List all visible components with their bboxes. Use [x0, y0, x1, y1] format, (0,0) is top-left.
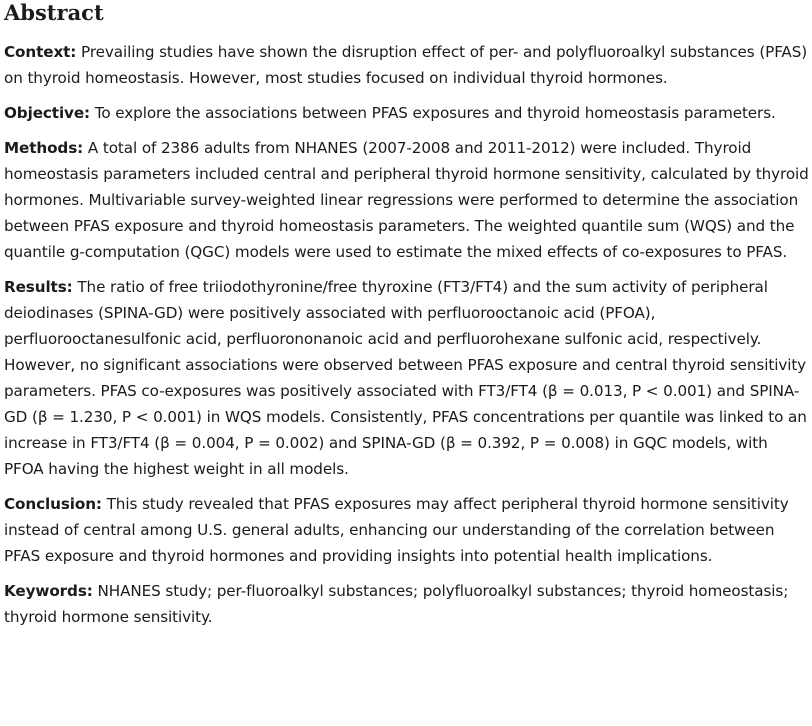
- conclusion-text: This study revealed that PFAS exposures may affect peripheral thyroid hormone sensitivity instead of central among U.S. general adults, enhancing our understanding of the correlation between PFAS exposure and thyroid hormones and providing insights into potential health implications.: [4, 495, 789, 565]
- results-text: The ratio of free triiodothyronine/free thyroxine (FT3/FT4) and the sum activity of peripheral deiodinases (SPINA-GD) were positively associated with perfluorooctanoic acid (PFOA), perfluorooctanesulfonic acid, perfluorononanoic acid and perfluorohexane sulfonic acid, respectively. However, no significant associations were observed between PFAS exposure and central thyroid sensitivity parameters. PFAS co-exposures was positively associated with FT3/FT4 (β = 0.013, P < 0.001) and SPINA-GD (β = 1.230, P < 0.001) in WQS models. Consistently, PFAS concentrations per quantile was linked to an increase in FT3/FT4 (β = 0.004, P = 0.002) and SPINA-GD (β = 0.392, P = 0.008) in GQC models, with PFOA having the highest weight in all models.: [4, 278, 807, 478]
- methods-section: [4, 135, 810, 265]
- keywords-text: NHANES study; per-fluoroalkyl substances; polyfluoroalkyl substances; thyroid homeostasis; thyroid hormone sensitivity.: [4, 582, 789, 626]
- methods-label: Methods:: [4, 139, 84, 157]
- keywords-section: [4, 578, 810, 630]
- objective-section: [4, 100, 810, 126]
- conclusion-label: Conclusion:: [4, 495, 102, 513]
- objective-text: To explore the associations between PFAS exposures and thyroid homeostasis parameters.: [94, 104, 776, 122]
- methods-text: A total of 2386 adults from NHANES (2007-2008 and 2011-2012) were included. Thyroid homeostasis parameters included central and peripheral thyroid hormone sensitivity, calculated by thyroid hormones. Multivariable survey-weighted linear regressions were performed to determine the association between PFAS exposure and thyroid homeostasis parameters. The weighted quantile sum (WQS) and the quantile g-computation (QGC) models were used to estimate the mixed effects of co-exposures to PFAS.: [4, 139, 809, 261]
- context-text: Prevailing studies have shown the disruption effect of per- and polyfluoroalkyl substances (PFAS) on thyroid homeostasis. However, most studies focused on individual thyroid hormones.: [4, 43, 808, 87]
- context-section: [4, 39, 810, 91]
- conclusion-section: [4, 491, 810, 569]
- results-label: Results:: [4, 278, 73, 296]
- context-label: Context:: [4, 43, 77, 61]
- results-section: [4, 274, 810, 482]
- objective-label: Objective:: [4, 104, 91, 122]
- keywords-label: Keywords:: [4, 582, 93, 600]
- abstract-heading: Abstract: [4, 0, 104, 25]
